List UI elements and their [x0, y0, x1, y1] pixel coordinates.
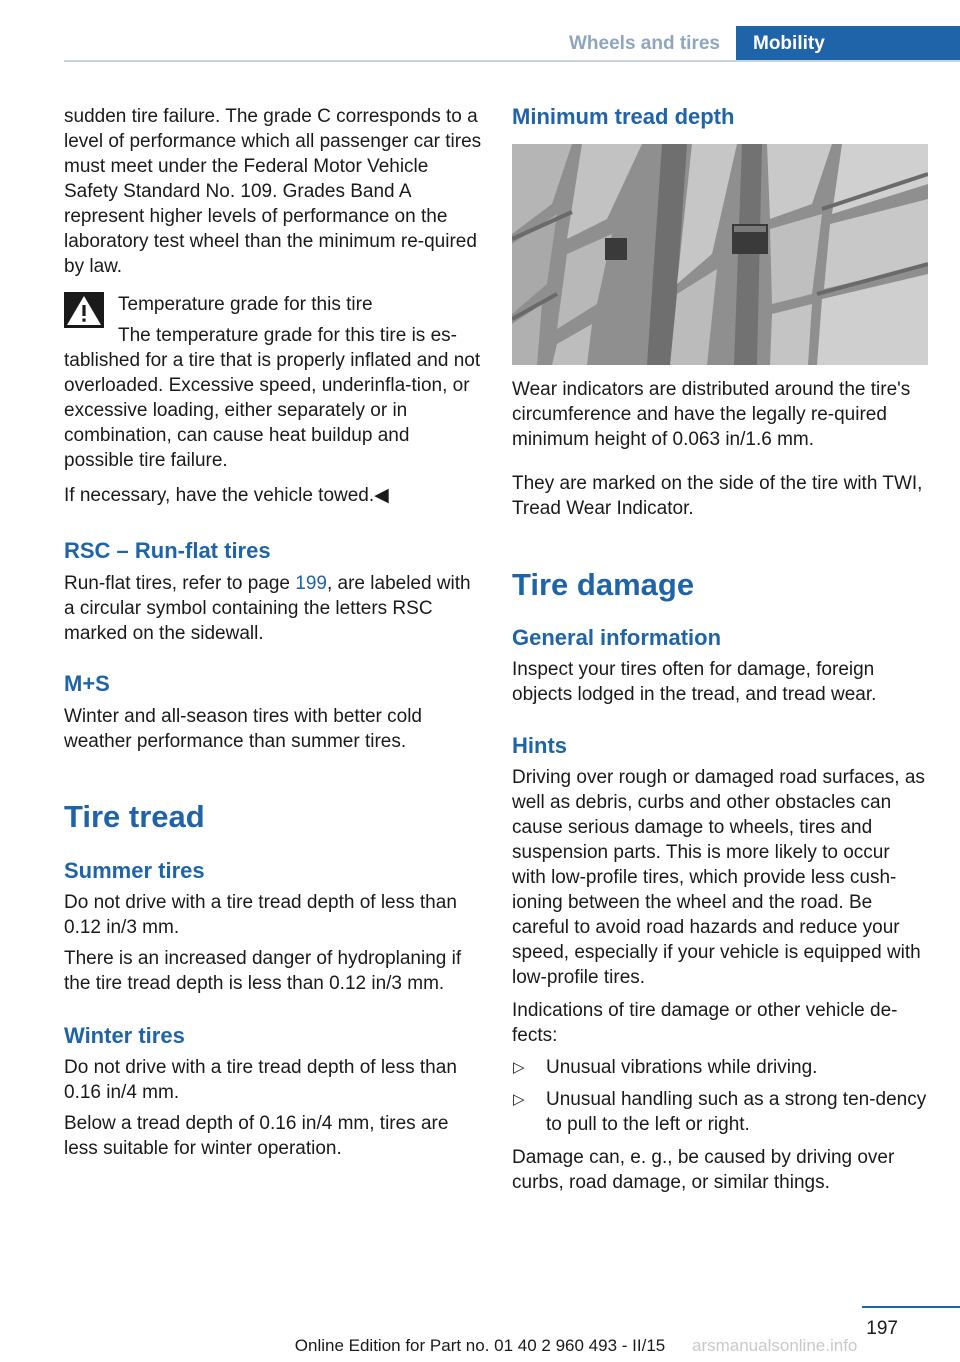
intro-paragraph: sudden tire failure. The grade C corresponds to a level of performance which all passenger car tires must meet under the Federal Motor Vehicle Safety Standard No. 109. Grades Band A represent higher levels of performance on the laboratory test wheel than the minimum re‐quired by law.: [64, 106, 482, 277]
tire-damage-heading: Tire damage: [512, 567, 695, 602]
summer-tires-heading: Summer tires: [64, 858, 205, 883]
list-item: [512, 1055, 928, 1080]
bullet-arrow-icon: ▷: [513, 1059, 525, 1076]
minimum-tread-heading: Minimum tread depth: [512, 104, 735, 129]
footer-watermark: arsmanualsonline.info: [692, 1336, 858, 1355]
page-number: 197: [866, 1318, 898, 1339]
winter-tires-heading: Winter tires: [64, 1023, 185, 1048]
warning-title: Temperature grade for this tire: [118, 294, 373, 315]
warning-footer: If necessary, have the vehicle towed.◀: [64, 485, 389, 506]
summer-paragraph-2: There is an increased danger of hydroplaning if the tire tread depth is less than 0.12 in/3 mm.: [64, 948, 462, 994]
winter-paragraph-2: Below a tread depth of 0.16 in/4 mm, tires are less suitable for winter operation.: [64, 1113, 449, 1159]
header-chapter-tab: Mobility: [736, 26, 960, 62]
bullet-arrow-icon: ▷: [513, 1091, 525, 1108]
winter-paragraph-1: Do not drive with a tire tread depth of less than 0.16 in/4 mm.: [64, 1057, 457, 1103]
header-divider: [64, 60, 960, 62]
warning-body: The temperature grade for this tire is es‐tablished for a tire that is properly inflated and not overloaded. Excessive speed, underinfla‐tion, or excessive loading, either separately or in combination, can cause heat buildup and possible tire failure.: [64, 325, 481, 471]
header-section-title: Wheels and tires: [569, 33, 720, 54]
rsc-text-after: , are labeled with a circular symbol containing the letters RSC marked on the sidewall.: [64, 573, 471, 644]
general-paragraph: Inspect your tires often for damage, foreign objects lodged in the tread, and tread wear.: [512, 659, 877, 705]
hints-paragraph-1: Driving over rough or damaged road surfaces, as well as debris, curbs and other obstacles can cause serious damage to wheels, tires and suspension parts. This is more likely to occur with low-profile tires, which provide less cush‐ioning between the wheel and the road. Be careful to avoid road hazards and reduce your speed, especially if your vehicle is equipped with low-profile tires.: [512, 767, 925, 988]
general-information-heading: General information: [512, 625, 722, 650]
hints-heading: Hints: [512, 733, 567, 758]
list-item-text: Unusual vibrations while driving.: [546, 1057, 818, 1078]
hints-paragraph-2: Indications of tire damage or other vehicle de‐fects:: [512, 1000, 898, 1046]
rsc-paragraph: [64, 571, 482, 646]
ms-heading: M+S: [64, 671, 110, 696]
ms-paragraph: Winter and all-season tires with better cold weather performance than summer tires.: [64, 706, 422, 752]
rsc-heading: RSC – Run-flat tires: [64, 538, 271, 563]
list-item: [512, 1087, 928, 1137]
minimum-paragraph-2: They are marked on the side of the tire with TWI, Tread Wear Indicator.: [512, 473, 923, 519]
page-199-link[interactable]: 199: [295, 573, 327, 594]
footer-edition: Online Edition for Part no. 01 40 2 960 493 - II/15: [294, 1336, 666, 1355]
tire-tread-photo: [512, 144, 928, 365]
list-item-text: Unusual handling such as a strong ten‐dency to pull to the left or right.: [546, 1089, 927, 1135]
rsc-text-before: Run-flat tires, refer to page: [64, 573, 296, 594]
summer-paragraph-1: Do not drive with a tire tread depth of less than 0.12 in/3 mm.: [64, 892, 457, 938]
hints-paragraph-3: Damage can, e. g., be caused by driving over curbs, road damage, or similar things.: [512, 1147, 895, 1193]
minimum-paragraph-1: Wear indicators are distributed around the tire's circumference and have the legally re‐quired minimum height of 0.063 in/1.6 mm.: [512, 379, 911, 450]
footer-divider: [862, 1306, 960, 1308]
tire-tread-heading: Tire tread: [64, 799, 205, 834]
